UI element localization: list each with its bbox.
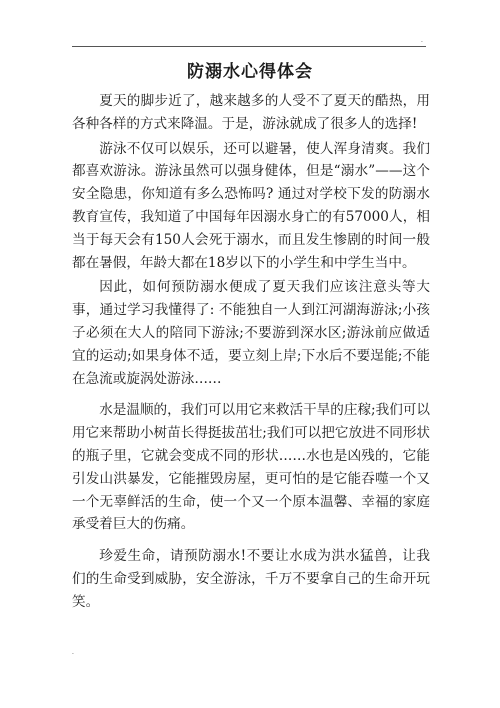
corner-mark-bottom-left: · [72,651,74,658]
paragraph-4: 水是温顺的，我们可以用它来救活干旱的庄稼;我们可以用它来帮助小树苗长得挺拔茁壮;我们可以把它放进不同形状的瓶子里，它就会变成不同的形状……水也是凶残的，它能引发山洪暴发，它能摧毁房屋，更可怕的是它能吞噬一个又一个无辜鲜活的生命，使一个又一个原本温馨、幸福的家庭承受着巨大的伤痛。 [72,402,431,533]
paragraph-1: 夏天的脚步近了，越来越多的人受不了夏天的酷热，用各种各样的方式来降温。于是，游泳就成了很多人的选择! [72,93,430,132]
paragraph-5: 珍爱生命，请预防溺水!不要让水成为洪水猛兽，让我们的生命受到威胁，安全游泳，千万不要拿自己的生命开玩笑。 [72,548,430,610]
header-rule [72,46,426,47]
paragraph-2: 游泳不仅可以娱乐，还可以避暑，使人浑身清爽。我们都喜欢游泳。游泳虽然可以强身健体，但是“溺水”——这个安全隐患，你知道有多么恐怖吗? 通过对学校下发的防溺水教育宣传，我知道了中国每年因溺水身亡的有57000人，相当于每天会有150人会死于溺水，而且发生惨剧的时间一般都在暑假，年龄大都在18岁以下的小学生和中学生当中。 [72,140,430,271]
corner-mark-top-right: · [421,39,423,46]
document-title: 防溺水心得体会 [187,62,313,82]
document-body [72,90,430,614]
paragraph-3: 因此，如何预防溺水便成了夏天我们应该注意头等大事，通过学习我懂得了: 不能独自一人到江河湖海游泳;小孩子必须在大人的陪同下游泳;不要游到深水区;游泳前应做适宜的运动;如果身体不适，要立刻上岸;下水后不要逞能;不能在急流或旋涡处游泳…… [72,279,430,387]
